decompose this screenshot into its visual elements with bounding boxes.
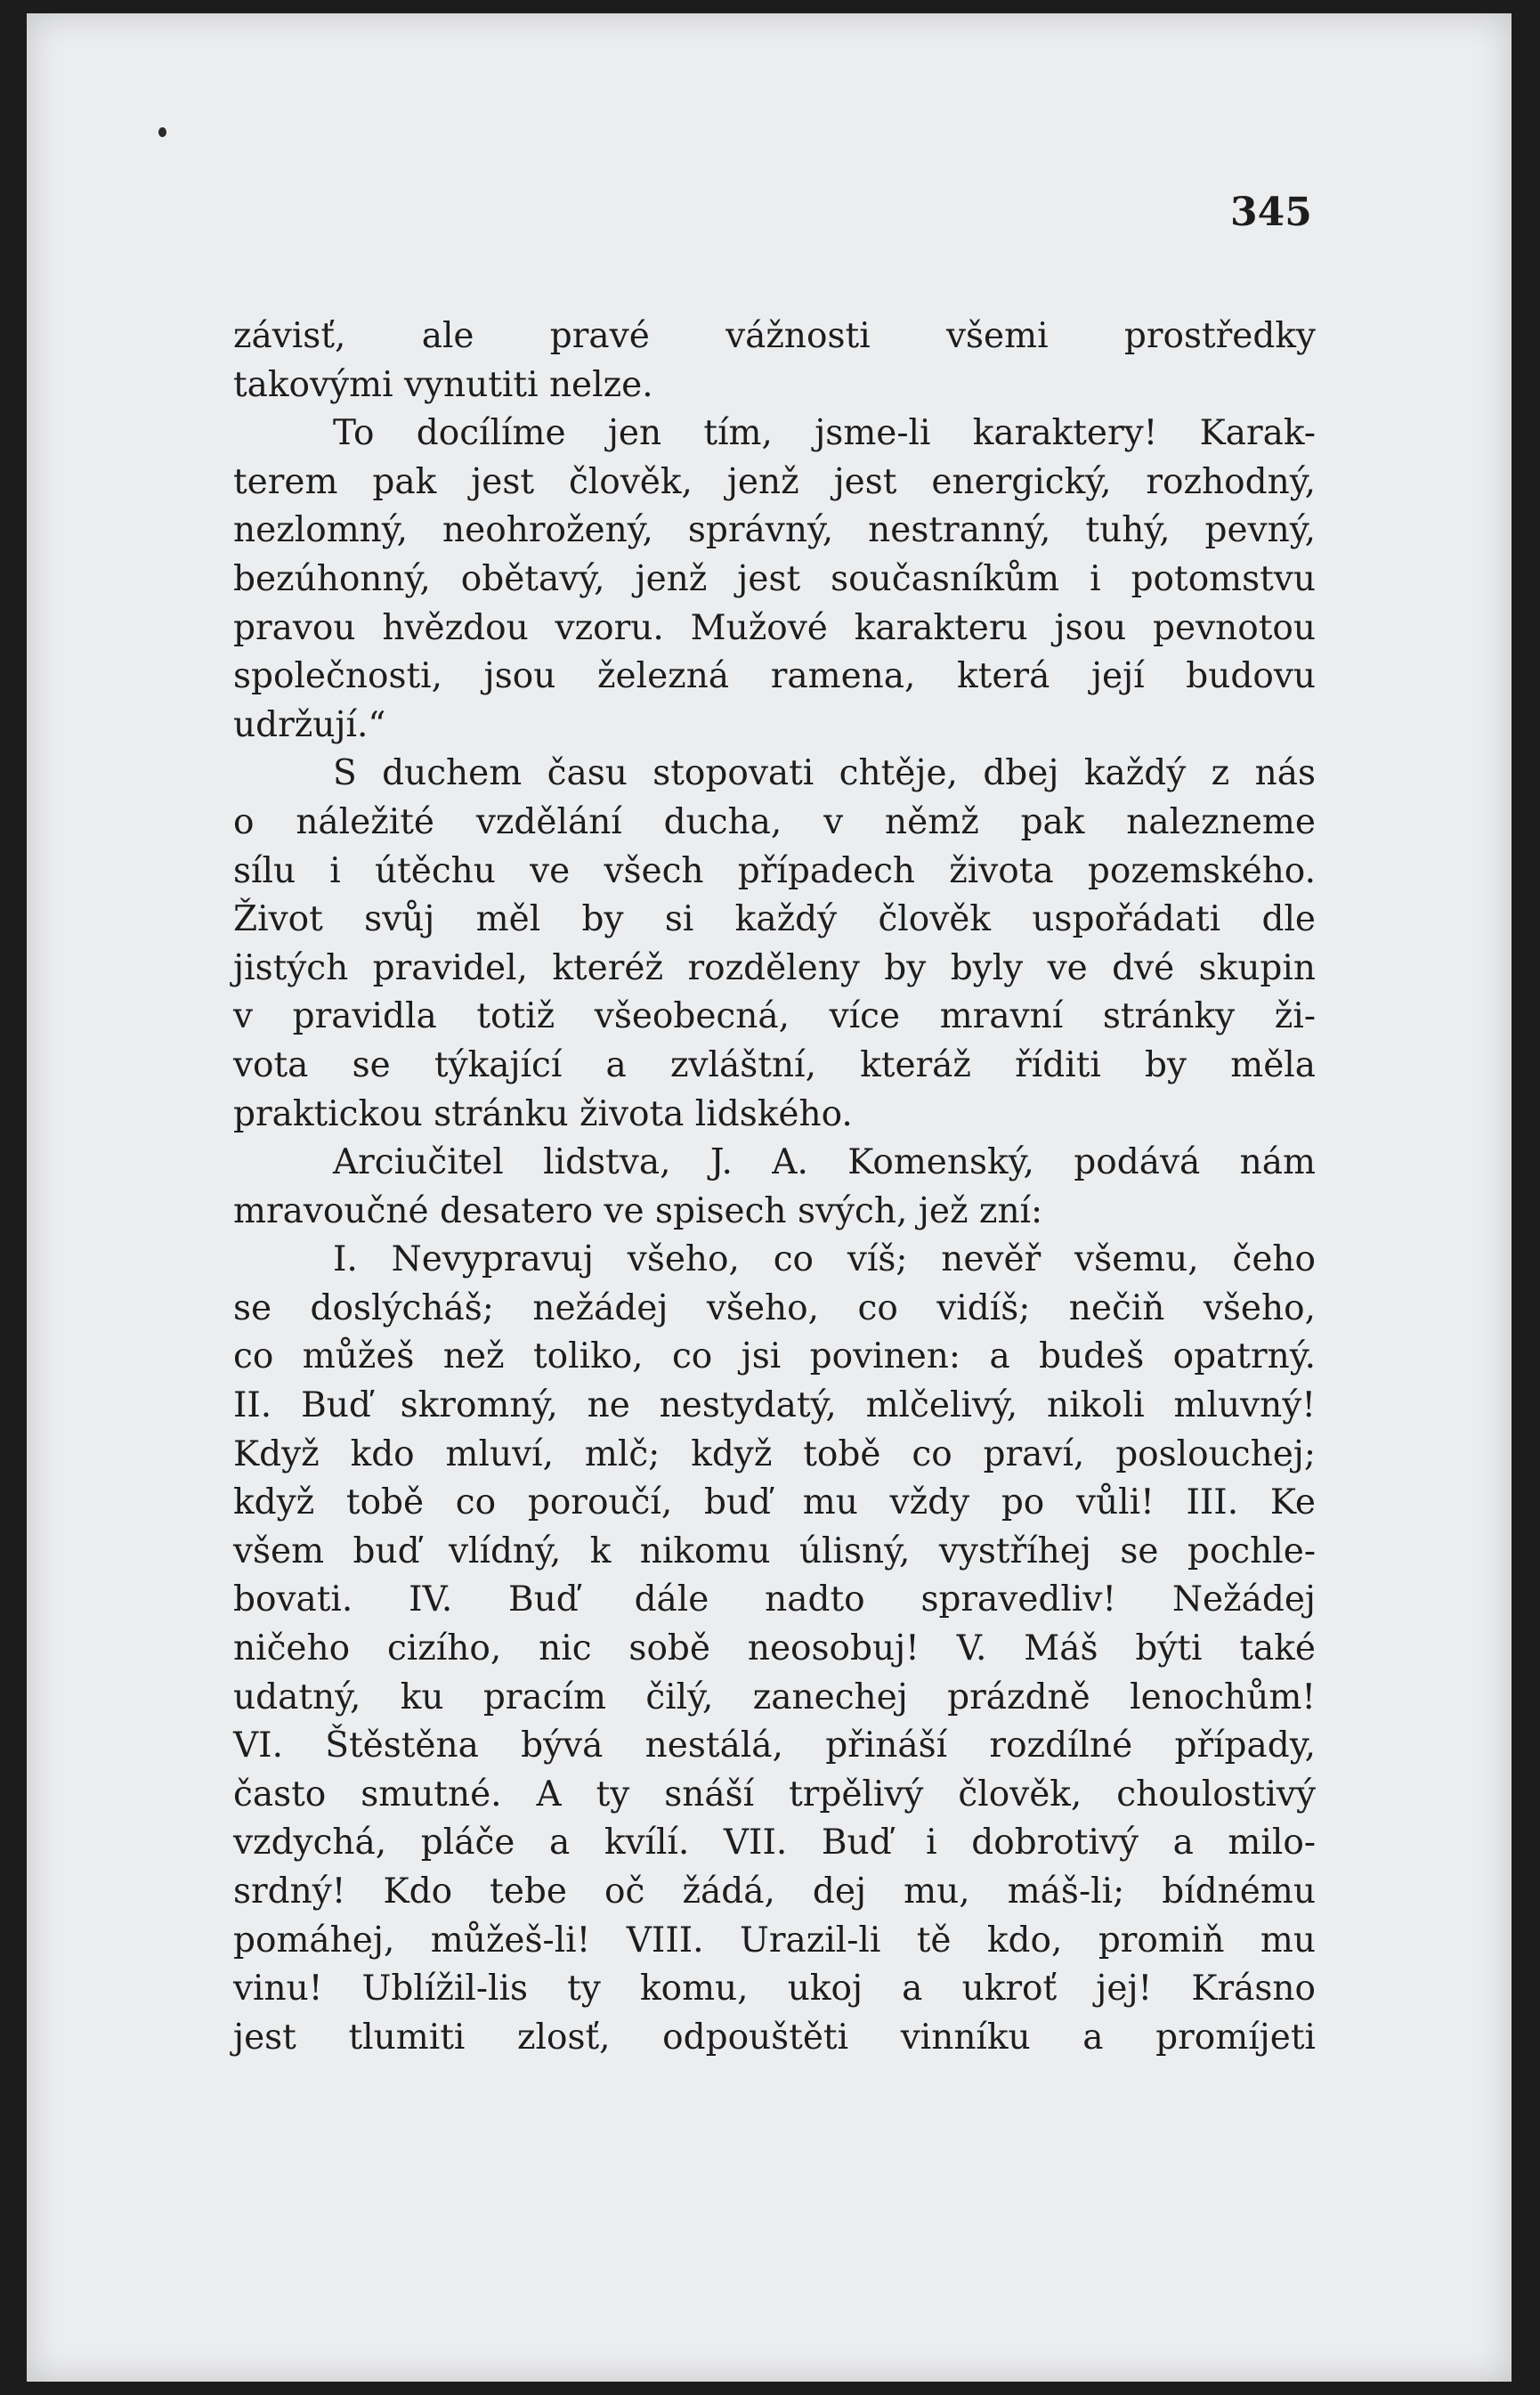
- text-line: ničeho cizího, nic sobě neosobuj! V. Máš býti také: [233, 1628, 1316, 1669]
- text-line: bezúhonný, obětavý, jenž jest současníkům i potomstvu: [233, 558, 1316, 599]
- text-line: jest tlumiti zlosť, odpouštěti vinníku a promíjeti: [233, 2017, 1316, 2058]
- text-line: když tobě co poroučí, buď mu vždy po vůli! III. Ke: [233, 1482, 1316, 1523]
- text-line: nezlomný, neohrožený, správný, nestranný, tuhý, pevný,: [233, 510, 1316, 551]
- text-line: v pravidla totiž všeobecná, více mravní stránky ži-: [233, 996, 1316, 1037]
- text-line: společnosti, jsou železná ramena, která její budovu: [233, 656, 1316, 697]
- text-line: takovými vynutiti nelze.: [233, 364, 653, 405]
- text-line: jistých pravidel, kteréž rozděleny by byly ve dvé skupin: [233, 947, 1316, 988]
- book-page: [27, 13, 1512, 2382]
- ink-speck: [158, 127, 166, 137]
- text-line: se doslýcháš; nežádej všeho, co vidíš; nečiň všeho,: [233, 1287, 1316, 1328]
- text-line: pravou hvězdou vzoru. Mužové karakteru jsou pevnotou: [233, 607, 1316, 648]
- text-line: srdný! Kdo tebe oč žádá, dej mu, máš-li; bídnému: [233, 1871, 1316, 1912]
- text-line: vota se týkající a zvláštní, kteráž říditi by měla: [233, 1044, 1316, 1085]
- text-line: Arciučitel lidstva, J. A. Komenský, podává nám: [333, 1142, 1316, 1183]
- page-number: 345: [1230, 190, 1312, 235]
- text-line: udržují.“: [233, 704, 386, 745]
- text-line: To docílíme jen tím, jsme-li karaktery! Karak-: [333, 413, 1316, 454]
- text-line: VI. Štěstěna bývá nestálá, přináší rozdílné případy,: [233, 1725, 1316, 1766]
- text-line: Život svůj měl by si každý člověk uspořádati dle: [233, 899, 1316, 940]
- body-text: [233, 313, 1316, 2062]
- text-line: vinu! Ublížil-lis ty komu, ukoj a ukroť jej! Krásno: [233, 1969, 1316, 2009]
- text-line: často smutné. A ty snáší trpělivý člověk, choulostivý: [233, 1774, 1316, 1815]
- text-line: Když kdo mluví, mlč; když tobě co praví, poslouchej;: [233, 1433, 1316, 1474]
- text-line: co můžeš než toliko, co jsi povinen: a budeš opatrný.: [233, 1336, 1316, 1377]
- text-line: I. Nevypravuj všeho, co víš; nevěř všemu, čeho: [333, 1239, 1316, 1280]
- text-line: sílu i útěchu ve všech případech života pozemského.: [233, 850, 1316, 891]
- text-line: bovati. IV. Buď dále nadto spravedliv! Nežádej: [233, 1579, 1316, 1620]
- text-line: všem buď vlídný, k nikomu úlisný, vystříhej se pochle-: [233, 1530, 1316, 1571]
- text-line: pomáhej, můžeš-li! VIII. Urazil-li tě kdo, promiň mu: [233, 1920, 1316, 1961]
- text-line: terem pak jest člověk, jenž jest energický, rozhodný,: [233, 461, 1316, 502]
- text-line: II. Buď skromný, ne nestydatý, mlčelivý, nikoli mluvný!: [233, 1385, 1316, 1426]
- text-line: udatný, ku pracím čilý, zanechej prázdně lenochům!: [233, 1676, 1316, 1717]
- text-line: závisť, ale pravé vážnosti všemi prostředky: [233, 316, 1316, 356]
- text-line: o náležité vzdělání ducha, v němž pak nalezneme: [233, 801, 1316, 842]
- text-line: vzdychá, pláče a kvílí. VII. Buď i dobrotivý a milo-: [233, 1823, 1316, 1863]
- text-line: praktickou stránku života lidského.: [233, 1093, 853, 1134]
- text-line: S duchem času stopovati chtěje, dbej každý z nás: [333, 753, 1316, 794]
- text-line: mravoučné desatero ve spisech svých, jež zní:: [233, 1190, 1043, 1231]
